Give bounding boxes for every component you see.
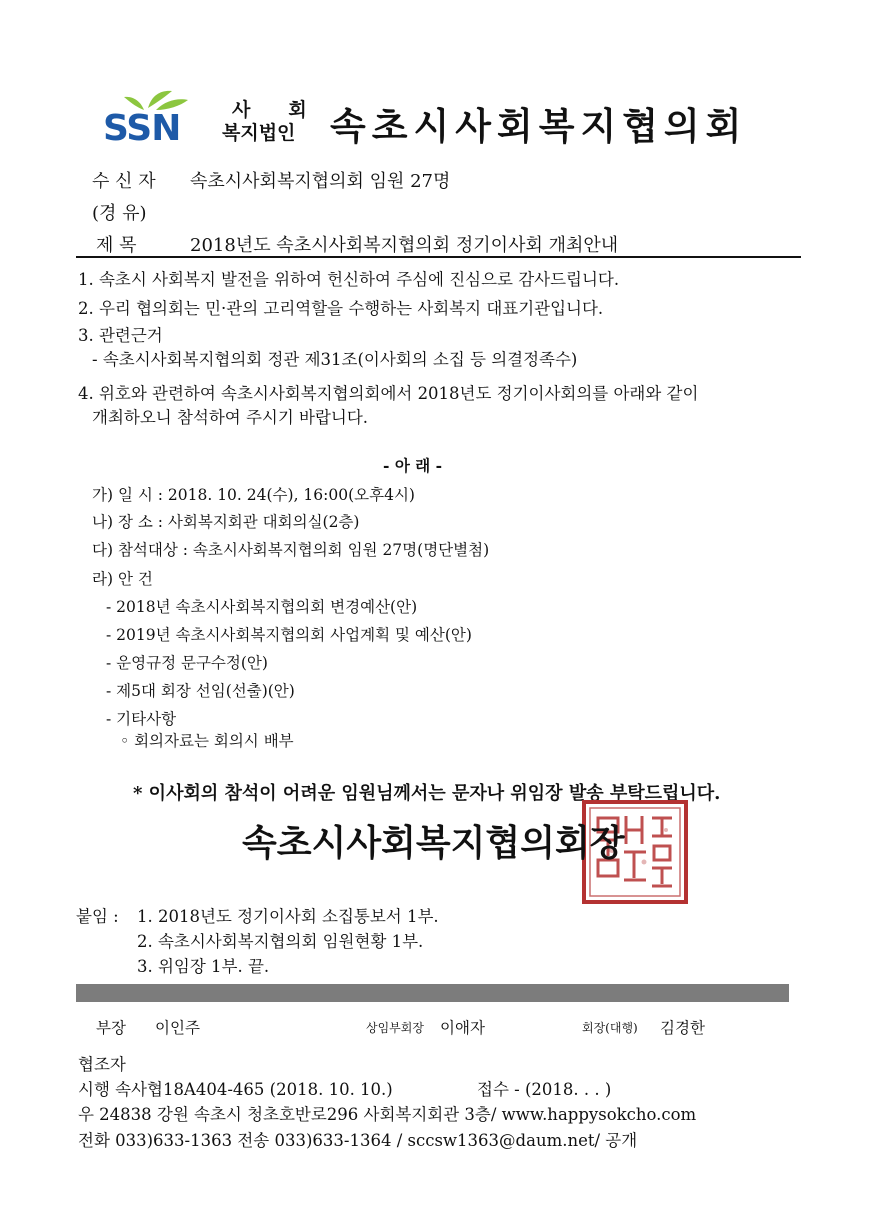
paragraph-2: 2. 우리 협의회는 민·관의 고리역할을 수행하는 사회복지 대표기관입니다. (78, 299, 604, 318)
receipt-line: 접수 - (2018. . . ) (477, 1080, 612, 1099)
header-divider (76, 256, 801, 258)
recipient-label: 수 신 자 (92, 171, 156, 192)
chair-title: 회장(대행) (582, 1021, 638, 1035)
item-date: 가) 일 시 : 2018. 10. 24(수), 16:00(오후4시) (92, 486, 415, 504)
agenda-item: - 제5대 회장 선임(선출)(안) (106, 682, 295, 700)
subject: 2018년도 속초시사회복지협의회 정기이사회 개최안내 (190, 235, 619, 256)
agenda-item: - 2019년 속초시사회복지협의회 사업계획 및 예산(안) (106, 626, 472, 644)
section-divider-bar (76, 984, 789, 1002)
paragraph-1: 1. 속초시 사회복지 발전을 위하여 헌신하여 주심에 진심으로 감사드립니다. (78, 270, 620, 289)
item-agenda: 라) 안 건 (92, 570, 153, 588)
logo-text: SSN (103, 108, 181, 149)
address-line: 우 24838 강원 속초시 청초호반로296 사회복지회관 3층/ www.happysokcho.com (78, 1105, 697, 1124)
item-attendees: 다) 참석대상 : 속초시사회복지협의회 임원 27명(명단별첨) (92, 541, 490, 559)
agenda-note: ◦ 회의자료는 회의시 배부 (120, 732, 294, 750)
org-title: 속초시사회복지협의회 (330, 104, 748, 148)
manager-title: 부장 (96, 1019, 126, 1037)
chair-name: 김경한 (660, 1019, 705, 1037)
manager-name: 이인주 (155, 1019, 200, 1037)
paragraph-4-line2: 개최하오니 참석하여 주시기 바랍니다. (92, 408, 369, 427)
agenda-item: - 운영규정 문구수정(안) (106, 654, 268, 672)
subject-label: 제 목 (96, 235, 137, 256)
paragraph-3-sub: - 속초시사회복지협의회 정관 제31조(이사회의 소집 등 의결정족수) (92, 350, 578, 369)
paragraph-4-line1: 4. 위호와 관련하여 속초시사회복지협의회에서 2018년도 정기이사회의를 아래와 같이 (78, 384, 699, 403)
enforcement-line: 시행 속사협18A404-465 (2018. 10. 10.) (78, 1080, 393, 1099)
agenda-item: - 2018년 속초시사회복지협의회 변경예산(안) (106, 598, 418, 616)
contact-line: 전화 033)633-1363 전송 033)633-1364 / sccsw1363@daum.net/ 공개 (78, 1131, 638, 1150)
attendance-notice: * 이사회의 참석이 어려운 임원님께서는 문자나 위임장 발송 부탁드립니다. (133, 783, 721, 804)
attachment-item: 3. 위임장 1부. 끝. (137, 957, 270, 976)
recipient: 속초시사회복지협의회 임원 27명 (190, 171, 451, 192)
attachment-item: 2. 속초시사회복지협의회 임원현황 1부. (137, 932, 424, 951)
paragraph-3: 3. 관련근거 (78, 326, 163, 345)
attachments-label: 붙임 : (76, 907, 119, 926)
item-place: 나) 장 소 : 사회복지회관 대회의실(2층) (92, 513, 360, 531)
corp-type-line1: 사회 (232, 99, 345, 121)
agenda-item: - 기타사항 (106, 710, 177, 728)
attachment-item: 1. 2018년도 정기이사회 소집통보서 1부. (137, 907, 439, 926)
vp-title: 상임부회장 (366, 1021, 424, 1035)
chairman-title: 속초시사회복지협의회장 (242, 823, 625, 864)
via-label: (경 유) (92, 203, 147, 224)
cooperator-label: 협조자 (78, 1055, 126, 1074)
below-heading: - 아 래 - (383, 456, 443, 475)
corp-type-line2: 복지법인 (222, 122, 296, 144)
vp-name: 이애자 (440, 1019, 485, 1037)
